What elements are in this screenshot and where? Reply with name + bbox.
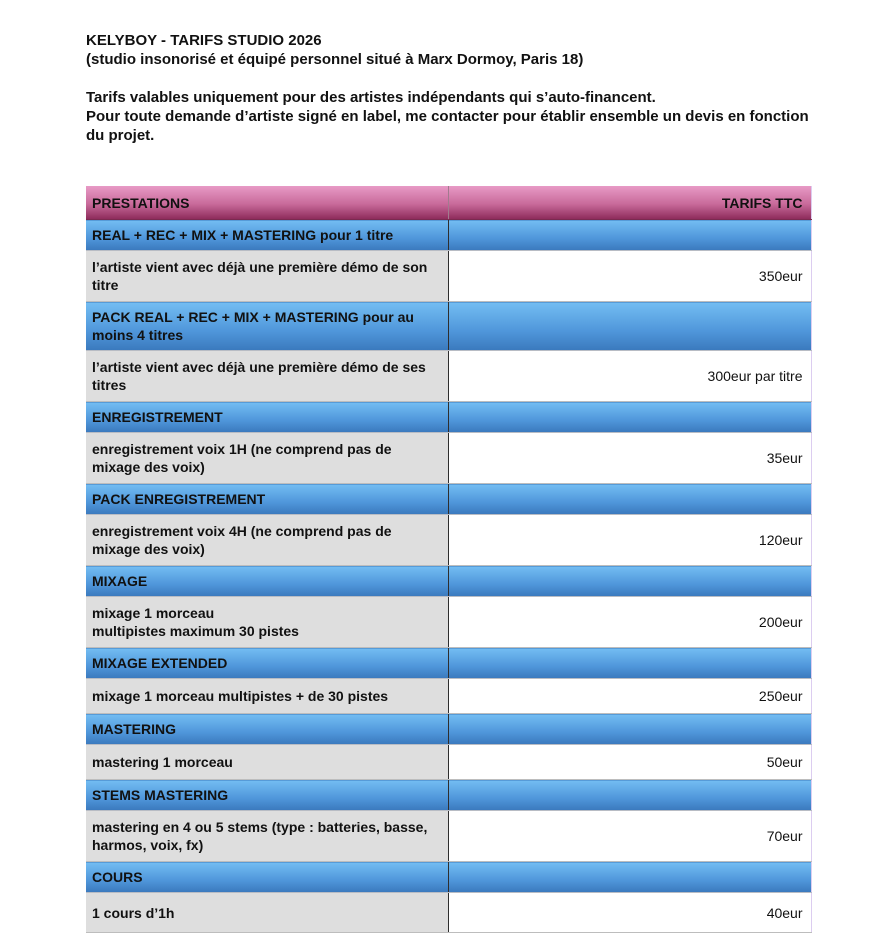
section-row [86,484,811,515]
item-price: 40eur [448,893,811,933]
item-description-line1: mixage 1 morceau [92,605,215,621]
section-row [86,714,811,745]
column-header-prestations: PRESTATIONS [86,186,448,220]
spacer [86,69,826,88]
table-row [86,811,811,862]
section-price-cell [448,780,811,811]
section-price-cell [448,484,811,515]
section-title: ENREGISTREMENT [86,402,448,433]
item-price: 350eur [448,251,811,302]
item-price: 35eur [448,433,811,484]
section-row [86,780,811,811]
section-title: PACK REAL + REC + MIX + MASTERING pour au moins 4 titres [86,302,448,351]
section-price-cell [448,648,811,679]
item-price: 120eur [448,515,811,566]
item-description: 1 cours d’1h [86,893,448,933]
section-title: MIXAGE EXTENDED [86,648,448,679]
item-description: mastering en 4 ou 5 stems (type : batteries, basse, harmos, voix, fx) [86,811,448,862]
section-row [86,566,811,597]
section-row [86,220,811,251]
table-row [86,679,811,714]
section-row [86,862,811,893]
section-row [86,402,811,433]
table-row [86,745,811,780]
section-price-cell [448,862,811,893]
intro-block [86,31,826,145]
item-description-line2: multipistes maximum 30 pistes [92,623,299,639]
item-price: 300eur par titre [448,351,811,402]
section-price-cell [448,220,811,251]
table-row [86,351,811,402]
table-row [86,893,811,933]
section-title: COURS [86,862,448,893]
table-row [86,515,811,566]
item-price: 200eur [448,597,811,648]
pricing-note-line2: Pour toute demande d’artiste signé en label, me contacter pour établir ensemble un devis en fonction du projet. [86,108,809,144]
pricing-table [86,186,812,933]
section-title: MASTERING [86,714,448,745]
section-price-cell [448,402,811,433]
section-price-cell [448,714,811,745]
section-title: REAL + REC + MIX + MASTERING pour 1 titre [86,220,448,251]
section-row [86,302,811,351]
item-description: enregistrement voix 1H (ne comprend pas de mixage des voix) [86,433,448,484]
section-price-cell [448,302,811,351]
pricing-note-line1: Tarifs valables uniquement pour des artistes indépendants qui s’auto-financent. [86,89,656,106]
table-row [86,251,811,302]
section-title: MIXAGE [86,566,448,597]
section-price-cell [448,566,811,597]
table-row [86,433,811,484]
section-title: STEMS MASTERING [86,780,448,811]
item-price: 250eur [448,679,811,714]
item-description: l’artiste vient avec déjà une première démo de son titre [86,251,448,302]
item-price: 50eur [448,745,811,780]
section-title: PACK ENREGISTREMENT [86,484,448,515]
section-row [86,648,811,679]
document-title: KELYBOY - TARIFS STUDIO 2026 [86,32,322,49]
item-description: enregistrement voix 4H (ne comprend pas de mixage des voix) [86,515,448,566]
item-price: 70eur [448,811,811,862]
table-header-row [86,186,811,220]
item-description [86,597,448,648]
document-subtitle: (studio insonorisé et équipé personnel situé à Marx Dormoy, Paris 18) [86,51,584,68]
item-description: mastering 1 morceau [86,745,448,780]
item-description: mixage 1 morceau multipistes + de 30 pistes [86,679,448,714]
table-row [86,597,811,648]
item-description: l’artiste vient avec déjà une première démo de ses titres [86,351,448,402]
column-header-tarifs: TARIFS TTC [448,186,811,220]
